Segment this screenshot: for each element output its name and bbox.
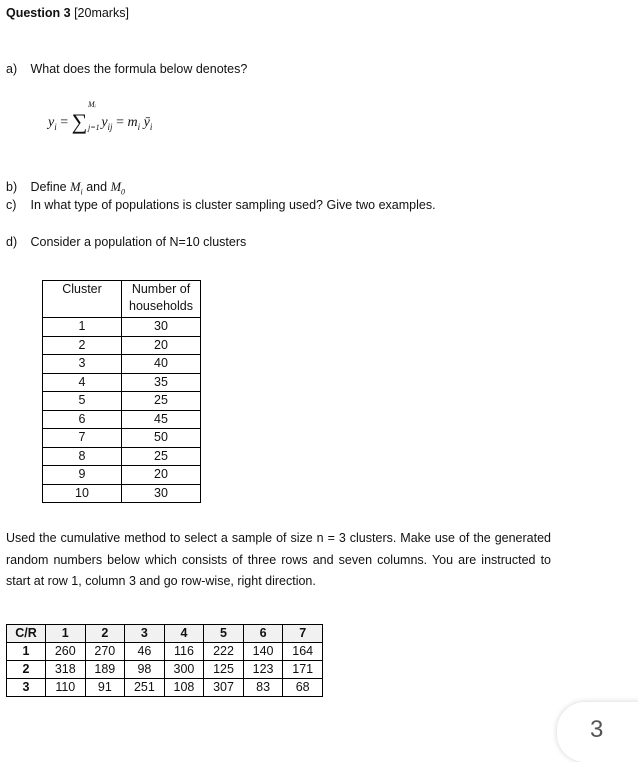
cluster-row [43, 318, 201, 337]
cluster-id-cell: 7 [43, 429, 122, 448]
cluster-id-cell: 3 [43, 355, 122, 374]
question-b-prefix: Define [30, 180, 71, 194]
cluster-row [43, 447, 201, 466]
random-number-cell: 260 [46, 643, 86, 661]
formula-m: m [127, 115, 138, 130]
households-cell: 25 [122, 392, 201, 411]
formula-eq1: = [56, 115, 72, 130]
random-numbers-table [6, 624, 323, 697]
random-number-cell: 116 [164, 643, 204, 661]
page-number: 3 [590, 716, 604, 743]
households-cell: 30 [122, 484, 201, 503]
random-row [7, 679, 323, 697]
sigma-symbol: ∑ [71, 109, 88, 134]
cluster-row [43, 484, 201, 503]
cluster-row [43, 355, 201, 374]
question-c-label: c) [6, 198, 17, 212]
cluster-row [43, 392, 201, 411]
households-cell: 45 [122, 410, 201, 429]
cluster-id-cell: 8 [43, 447, 122, 466]
column-header: 3 [125, 625, 165, 643]
random-table-header [7, 625, 323, 643]
column-header: 4 [164, 625, 204, 643]
cluster-row [43, 373, 201, 392]
cluster-row [43, 466, 201, 485]
cluster-table [42, 280, 201, 503]
column-header: 1 [46, 625, 86, 643]
cluster-row [43, 336, 201, 355]
cluster-id-cell: 10 [43, 484, 122, 503]
random-number-cell: 251 [125, 679, 165, 697]
sum-lower-limit: j=1 [88, 123, 100, 132]
random-number-cell: 189 [85, 661, 125, 679]
row-label: 1 [7, 643, 46, 661]
random-number-cell: 318 [46, 661, 86, 679]
instructions-paragraph: Used the cumulative method to select a sample of size n = 3 clusters. Make use of the generated random numbers below which consists of three rows and seven columns. You are instructed to start at row 1, column 3 and go row-wise, right direction. [6, 531, 551, 588]
formula-lhs: y [48, 115, 55, 130]
random-number-cell: 68 [283, 679, 323, 697]
header-households: Number of households [122, 281, 201, 318]
math-M-i-sub: i [80, 187, 83, 197]
formula-term-sub: ij [107, 121, 113, 132]
row-label: 3 [7, 679, 46, 697]
question-d [6, 235, 246, 249]
cluster-row [43, 429, 201, 448]
random-number-cell: 270 [85, 643, 125, 661]
question-title [6, 6, 129, 20]
row-label: 2 [7, 661, 46, 679]
cluster-id-cell: 4 [43, 373, 122, 392]
cluster-id-cell: 1 [43, 318, 122, 337]
random-row [7, 661, 323, 679]
random-number-cell: 222 [204, 643, 244, 661]
question-c [6, 198, 436, 212]
random-number-cell: 300 [164, 661, 204, 679]
question-a-text: What does the formula below denotes? [30, 62, 248, 76]
question-number: Question 3 [6, 6, 71, 20]
random-number-cell: 171 [283, 661, 323, 679]
header-cluster: Cluster [43, 281, 122, 318]
cluster-row [43, 410, 201, 429]
question-b [6, 180, 125, 197]
households-cell: 35 [122, 373, 201, 392]
random-number-cell: 123 [243, 661, 283, 679]
households-cell: 20 [122, 336, 201, 355]
households-cell: 30 [122, 318, 201, 337]
question-marks: [20marks] [70, 6, 129, 20]
question-c-text: In what type of populations is cluster sampling used? Give two examples. [30, 198, 436, 212]
formula-term: y [101, 115, 108, 130]
math-M-0-sub: 0 [120, 187, 125, 197]
sum-upper-limit: Mᵢ [88, 100, 96, 109]
corner-cell: C/R [7, 625, 46, 643]
formula-lhs-sub: i [54, 121, 57, 132]
column-header: 6 [243, 625, 283, 643]
math-M-0-base: M [110, 180, 121, 194]
cluster-id-cell: 9 [43, 466, 122, 485]
formula-m-sub: i [137, 121, 141, 132]
households-cell: 50 [122, 429, 201, 448]
math-M-i-base: M [70, 180, 81, 194]
cluster-id-cell: 5 [43, 392, 122, 411]
random-number-cell: 140 [243, 643, 283, 661]
column-header: 2 [85, 625, 125, 643]
households-cell: 25 [122, 447, 201, 466]
question-b-mid: and [82, 180, 111, 194]
households-cell: 40 [122, 355, 201, 374]
households-cell: 20 [122, 466, 201, 485]
random-number-cell: 46 [125, 643, 165, 661]
math-M-i [70, 180, 83, 197]
random-number-cell: 125 [204, 661, 244, 679]
cluster-id-cell: 6 [43, 410, 122, 429]
formula-eq2: = [112, 115, 128, 130]
random-number-cell: 98 [125, 661, 165, 679]
formula-ybar-sub: i [149, 121, 153, 132]
formula-ybar: ȳ [143, 115, 150, 130]
random-number-cell: 110 [46, 679, 86, 697]
random-row [7, 643, 323, 661]
question-b-label: b) [6, 180, 18, 194]
random-number-cell: 91 [85, 679, 125, 697]
column-header: 5 [204, 625, 244, 643]
column-header: 7 [283, 625, 323, 643]
cluster-table-header [43, 281, 201, 318]
math-M-0 [110, 180, 125, 197]
question-a-label: a) [6, 62, 18, 76]
question-d-label: d) [6, 235, 18, 249]
question-a [6, 62, 247, 76]
question-d-text: Consider a population of N=10 clusters [30, 235, 247, 249]
random-number-cell: 164 [283, 643, 323, 661]
random-number-cell: 108 [164, 679, 204, 697]
random-number-cell: 83 [243, 679, 283, 697]
formula [48, 100, 153, 134]
cluster-id-cell: 2 [43, 336, 122, 355]
random-number-cell: 307 [204, 679, 244, 697]
